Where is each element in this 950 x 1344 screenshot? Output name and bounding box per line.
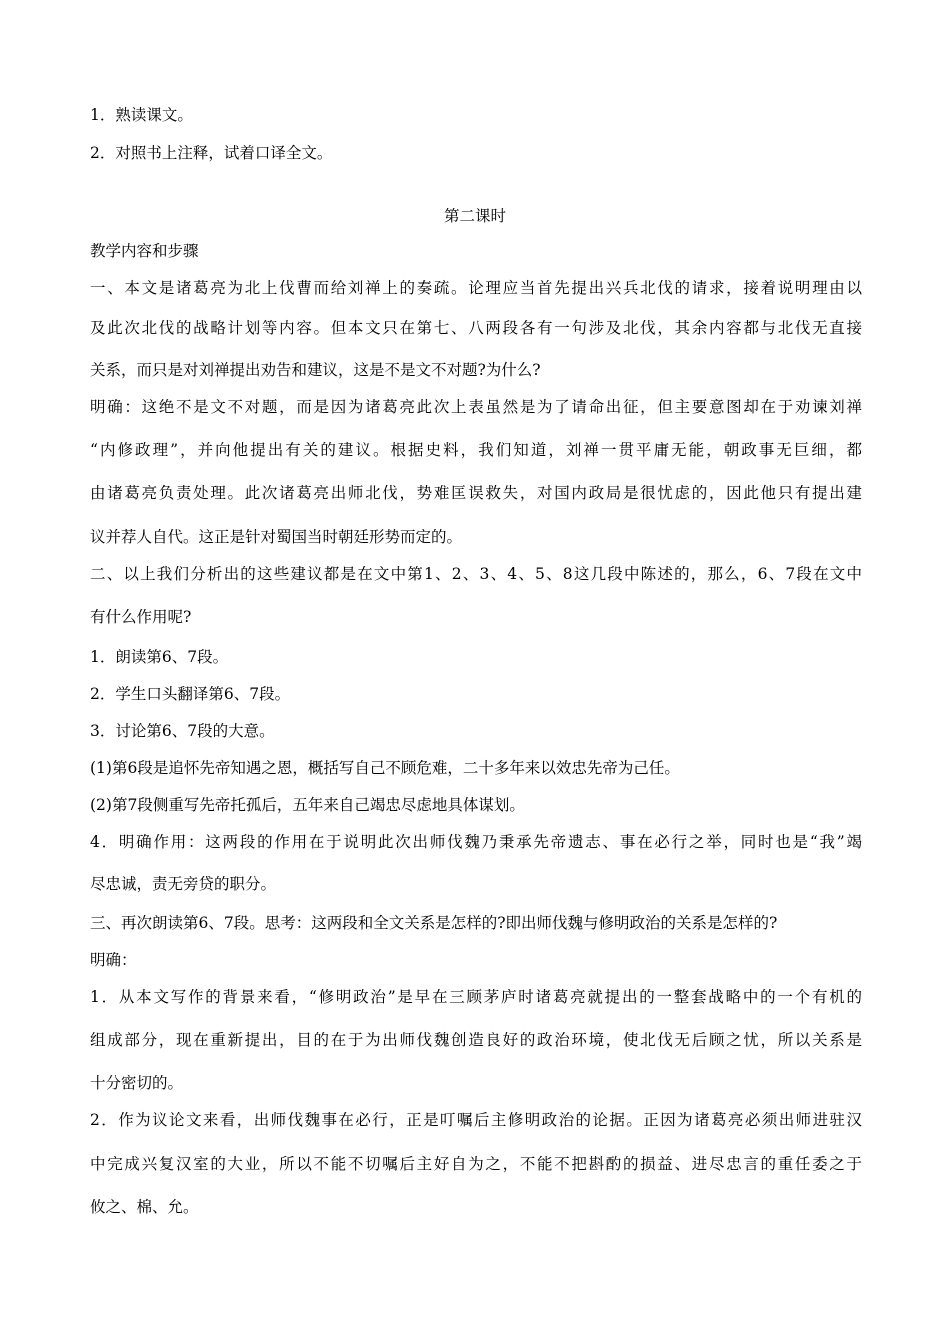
list-item: 2．学生口头翻译第6、7段。	[90, 685, 291, 703]
paragraph-line: 三、再次朗读第6、7段。思考：这两段和全文关系是怎样的?即出师伐魏与修明政治的关系是怎样的?	[90, 914, 778, 932]
paragraph-line: 十分密切的。	[90, 1074, 184, 1092]
paragraph-line: 攸之、棉、允。	[90, 1198, 199, 1216]
list-item: (1)第6段是追怀先帝知遇之恩，概括写自己不顾危难，二十多年来以效忠先帝为己任。	[90, 759, 680, 777]
paragraph-line: “内修政理”，并向他提出有关的建议。根据史料，我们知道，刘禅一贯平庸无能，朝政事无巨细，都	[90, 441, 862, 459]
list-item: 1．朗读第6、7段。	[90, 648, 229, 666]
paragraph-line: 明确：这绝不是文不对题，而是因为诸葛亮此次上表虽然是为了请命出征，但主要意图却在于劝谏刘禅	[90, 398, 862, 416]
homework-item-2: 2．对照书上注释，试着口译全文。	[90, 144, 333, 162]
subheading: 教学内容和步骤	[90, 242, 199, 260]
paragraph-line: 关系，而只是对刘禅提出劝告和建议，这是不是文不对题?为什么?	[90, 361, 541, 379]
paragraph-line: 1．从本文写作的背景来看，“修明政治”是早在三顾茅庐时诸葛亮就提出的一整套战略中的一个有机的	[90, 988, 862, 1006]
paragraph-line: 4．明确作用：这两段的作用在于说明此次出师伐魏乃秉承先帝遗志、事在必行之举，同时也是“我”竭	[90, 833, 862, 851]
paragraph-line: 明确：	[90, 951, 137, 969]
section-heading: 第二课时	[443, 207, 506, 225]
list-item: (2)第7段侧重写先帝托孤后，五年来自己竭忠尽虑地具体谋划。	[90, 796, 525, 814]
paragraph-line: 议并荐人自代。这正是针对蜀国当时朝廷形势而定的。	[90, 528, 463, 546]
paragraph-line: 由诸葛亮负责处理。此次诸葛亮出师北伐，势难匡误救失，对国内政局是很忧虑的，因此他只有提出建	[90, 484, 862, 502]
paragraph-line: 有什么作用呢?	[90, 608, 192, 626]
paragraph-line: 尽忠诚，责无旁贷的职分。	[90, 875, 277, 893]
paragraph-line: 二、以上我们分析出的这些建议都是在文中第1、2、3、4、5、8这几段中陈述的，那么，6、7段在文中	[90, 565, 862, 583]
paragraph-line: 一、本文是诸葛亮为北上伐曹而给刘禅上的奏疏。论理应当首先提出兴兵北伐的请求，接着说明理由以	[90, 279, 862, 297]
paragraph-line: 中完成兴复汉室的大业，所以不能不切嘱后主好自为之，不能不把斟酌的损益、进尽忠言的重任委之于	[90, 1155, 862, 1173]
paragraph-line: 及此次北伐的战略计划等内容。但本文只在第七、八两段各有一句涉及北伐，其余内容都与北伐无直接	[90, 319, 862, 337]
paragraph-line: 组成部分，现在重新提出，目的在于为出师伐魏创造良好的政治环境，使北伐无后顾之忧，所以关系是	[90, 1031, 862, 1049]
list-item: 3．讨论第6、7段的大意。	[90, 722, 275, 740]
paragraph-line: 2．作为议论文来看，出师伐魏事在必行，正是叮嘱后主修明政治的论据。正因为诸葛亮必须出师进驻汉	[90, 1111, 862, 1129]
homework-item-1: 1．熟读课文。	[90, 106, 193, 124]
